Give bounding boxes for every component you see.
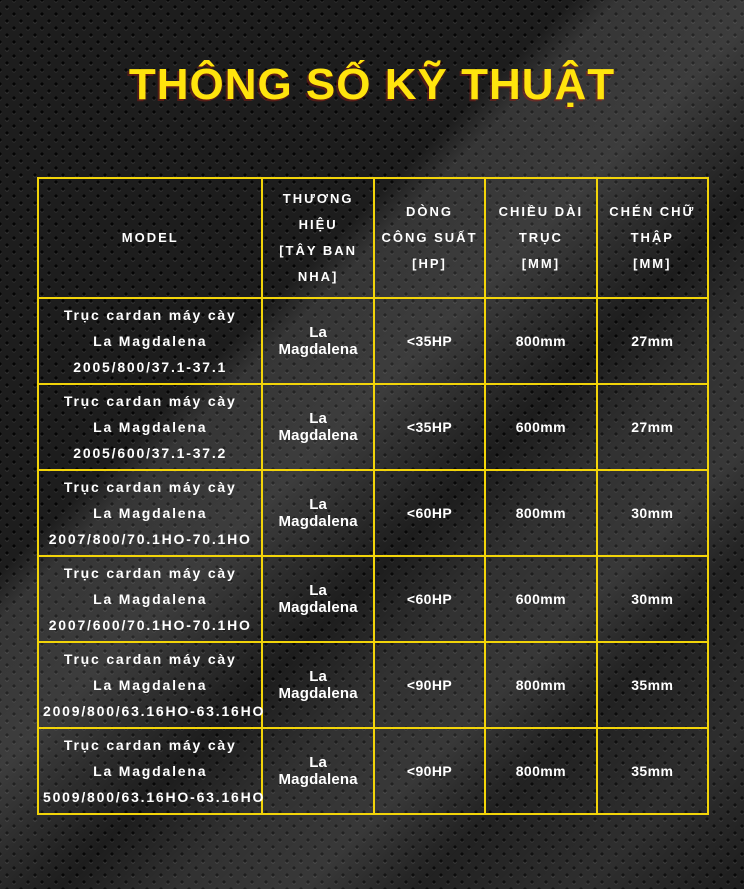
table-row bbox=[38, 298, 708, 384]
model-line: La Magdalena bbox=[93, 505, 208, 521]
model-line: Trục cardan máy cày bbox=[63, 307, 237, 323]
model-line: 5009/800/63.16HO-63.16HO bbox=[43, 789, 266, 805]
cross-cup-cell: 30mm bbox=[597, 556, 708, 642]
specs-table bbox=[37, 177, 709, 815]
shaft-length-cell: 600mm bbox=[485, 556, 596, 642]
power-cell: <35HP bbox=[374, 298, 485, 384]
model-cell bbox=[38, 384, 262, 470]
model-cell bbox=[38, 298, 262, 384]
model-line: La Magdalena bbox=[93, 591, 208, 607]
header-line: [MM] bbox=[633, 256, 672, 271]
header-line: CHÉN CHỮ bbox=[609, 204, 696, 219]
page-title: THÔNG SỐ KỸ THUẬT bbox=[128, 60, 616, 109]
table-row bbox=[38, 642, 708, 728]
model-line: La Magdalena bbox=[93, 333, 208, 349]
model-line: Trục cardan máy cày bbox=[63, 393, 237, 409]
cross-cup-cell: 27mm bbox=[597, 298, 708, 384]
cross-cup-cell: 27mm bbox=[597, 384, 708, 470]
model-cell bbox=[38, 556, 262, 642]
model-line: La Magdalena bbox=[93, 419, 208, 435]
table-header-row bbox=[38, 178, 708, 298]
cross-cup-cell: 30mm bbox=[597, 470, 708, 556]
model-line: Trục cardan máy cày bbox=[63, 737, 237, 753]
header-line: HIỆU bbox=[298, 217, 338, 232]
power-cell: <60HP bbox=[374, 470, 485, 556]
header-line: DÒNG bbox=[406, 204, 454, 219]
model-line: La Magdalena bbox=[93, 677, 208, 693]
header-line: [MM] bbox=[521, 256, 561, 271]
header-line: [TÂY BAN bbox=[279, 243, 358, 258]
shaft-length-cell: 800mm bbox=[485, 642, 596, 728]
table-row bbox=[38, 728, 708, 814]
header-line: [HP] bbox=[412, 256, 447, 271]
power-cell: <90HP bbox=[374, 642, 485, 728]
cross-cup-cell: 35mm bbox=[597, 728, 708, 814]
header-cell-shaft-length bbox=[485, 178, 596, 298]
table-row bbox=[38, 470, 708, 556]
power-cell: <60HP bbox=[374, 556, 485, 642]
header-line: MODEL bbox=[121, 230, 179, 245]
model-line: 2005/800/37.1-37.1 bbox=[73, 359, 228, 375]
model-cell bbox=[38, 728, 266, 814]
header-line: TRỤC bbox=[518, 230, 563, 245]
brand-cell: La Magdalena bbox=[262, 556, 373, 642]
header-cell-power bbox=[374, 178, 485, 298]
header-line: CÔNG SUẤT bbox=[381, 230, 478, 245]
model-cell bbox=[38, 642, 266, 728]
model-line: 2007/600/70.1HO-70.1HO bbox=[48, 617, 252, 633]
model-line: Trục cardan máy cày bbox=[63, 651, 237, 667]
brand-cell: La Magdalena bbox=[262, 470, 373, 556]
model-line: 2007/800/70.1HO-70.1HO bbox=[48, 531, 252, 547]
header-line: CHIỀU DÀI bbox=[498, 204, 584, 219]
header-cell-brand bbox=[262, 178, 373, 298]
model-cell bbox=[38, 470, 262, 556]
cross-cup-cell: 35mm bbox=[597, 642, 708, 728]
brand-cell: La Magdalena bbox=[262, 384, 373, 470]
brand-cell: La Magdalena bbox=[262, 728, 373, 814]
table-row bbox=[38, 384, 708, 470]
power-cell: <90HP bbox=[374, 728, 485, 814]
header-line: THẬP bbox=[630, 230, 674, 245]
shaft-length-cell: 600mm bbox=[485, 384, 596, 470]
brand-cell: La Magdalena bbox=[262, 642, 373, 728]
shaft-length-cell: 800mm bbox=[485, 298, 596, 384]
brand-cell: La Magdalena bbox=[262, 298, 373, 384]
model-line: 2009/800/63.16HO-63.16HO bbox=[43, 703, 266, 719]
header-line: NHA] bbox=[297, 269, 339, 284]
shaft-length-cell: 800mm bbox=[485, 470, 596, 556]
table-row bbox=[38, 556, 708, 642]
power-cell: <35HP bbox=[374, 384, 485, 470]
shaft-length-cell: 800mm bbox=[485, 728, 596, 814]
header-cell-cross-cup bbox=[597, 178, 708, 298]
model-line: 2005/600/37.1-37.2 bbox=[73, 445, 228, 461]
model-line: Trục cardan máy cày bbox=[63, 565, 237, 581]
model-line: Trục cardan máy cày bbox=[63, 479, 237, 495]
header-line: THƯƠNG bbox=[282, 191, 354, 206]
model-line: La Magdalena bbox=[93, 763, 208, 779]
header-cell-model bbox=[38, 178, 262, 298]
